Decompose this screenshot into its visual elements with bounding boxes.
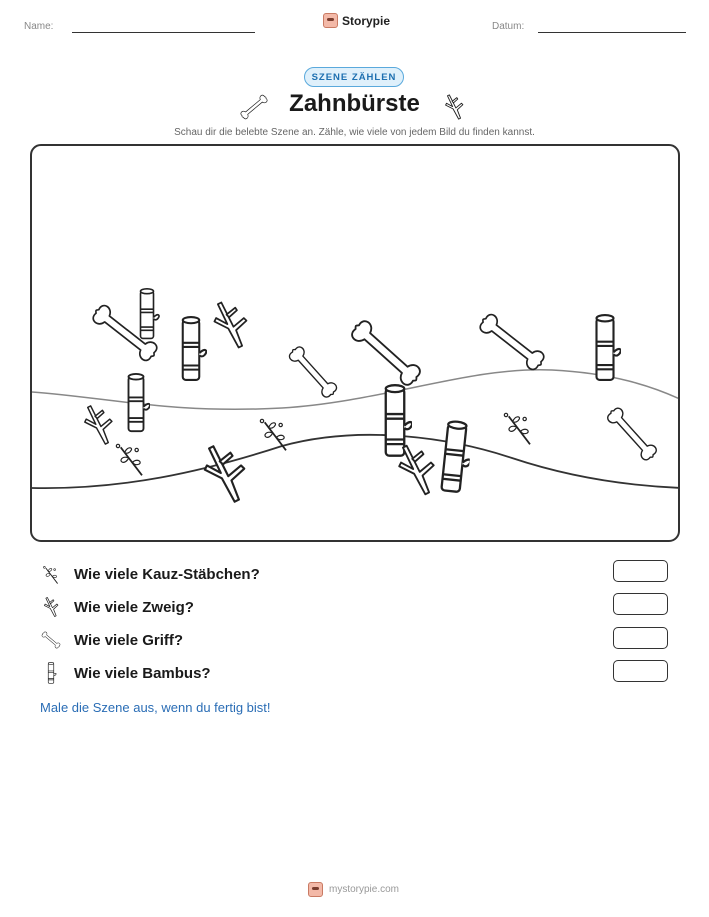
page-title: Zahnbürste xyxy=(289,90,420,117)
storypie-mascot-icon xyxy=(308,882,323,897)
name-label: Name: xyxy=(24,21,54,32)
question-row xyxy=(40,594,194,620)
question-text: Wie viele Kauz-Stäbchen? xyxy=(74,565,260,583)
bamboo-item xyxy=(441,421,474,493)
twig-item xyxy=(205,446,244,501)
bamboo-icon xyxy=(40,662,62,684)
question-row xyxy=(40,660,211,686)
question-text: Wie viele Zweig? xyxy=(74,598,194,616)
category-badge: SZENE ZÄHLEN xyxy=(304,67,404,87)
sprig-item xyxy=(260,419,286,450)
bamboo-item xyxy=(141,289,160,339)
answer-box-bone[interactable] xyxy=(613,627,668,649)
question-row xyxy=(40,561,260,587)
bamboo-item xyxy=(129,374,150,431)
sprig-item xyxy=(504,413,530,444)
twig-item xyxy=(85,406,112,444)
storypie-mascot-icon xyxy=(323,13,338,28)
bone-item xyxy=(477,312,547,373)
answer-box-twig[interactable] xyxy=(613,593,668,615)
coloring-note: Male die Szene aus, wenn du fertig bist! xyxy=(40,700,271,715)
date-label: Datum: xyxy=(492,21,525,32)
answer-box-sprig[interactable] xyxy=(613,560,668,582)
question-text: Wie viele Bambus? xyxy=(74,664,211,682)
name-field[interactable] xyxy=(72,32,255,33)
bamboo-item xyxy=(386,385,412,456)
instructions: Schau dir die belebte Szene an. Zähle, wie viele von jedem Bild du finden kannst. xyxy=(174,127,535,138)
bamboo-item xyxy=(183,317,207,380)
question-row xyxy=(40,627,183,653)
brand-name: Storypie xyxy=(342,13,391,28)
sprig-icon xyxy=(40,563,62,585)
bone-icon xyxy=(40,629,62,651)
bone-item xyxy=(287,344,339,399)
twig-icon xyxy=(440,93,468,121)
question-text: Wie viele Griff? xyxy=(74,631,184,649)
footer-url[interactable]: mystorypie.com xyxy=(329,884,400,895)
counting-scene xyxy=(30,144,680,542)
scene-illustration xyxy=(32,146,680,542)
twig-item xyxy=(214,302,246,347)
bone-item xyxy=(349,318,424,389)
sprig-item xyxy=(116,444,142,475)
bone-item xyxy=(605,405,659,462)
answer-box-bamboo[interactable] xyxy=(613,660,668,682)
bamboo-item xyxy=(597,315,621,380)
date-field[interactable] xyxy=(538,32,686,33)
storypie-logo xyxy=(323,13,390,28)
twig-icon xyxy=(40,596,62,618)
footer xyxy=(308,882,399,897)
